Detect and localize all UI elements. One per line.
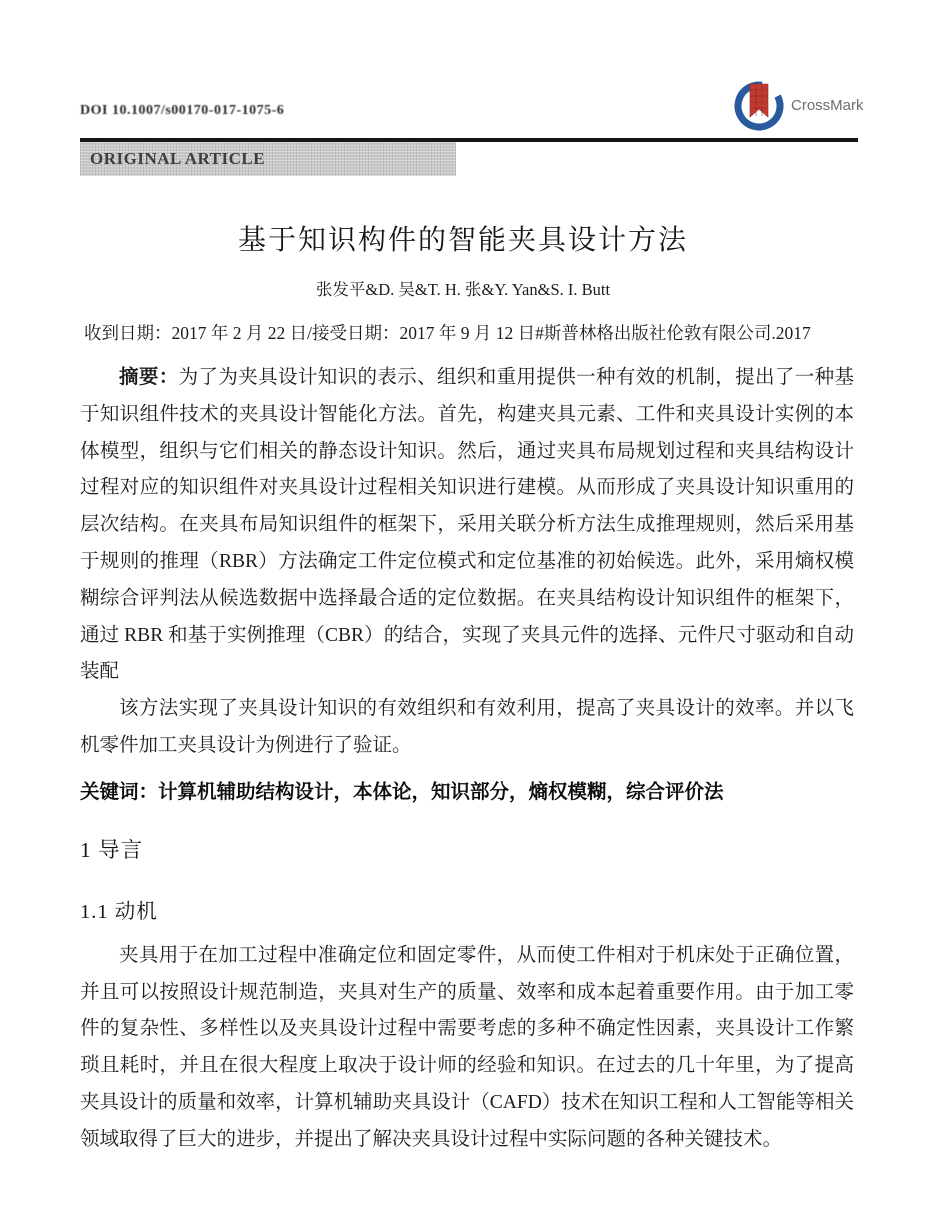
authors-line: 张发平&D. 吴&T. H. 张&Y. Yan&S. I. Butt (315, 280, 611, 299)
crossmark-badge[interactable] (733, 78, 864, 132)
paper-title: 基于知识构件的智能夹具设计方法 (237, 225, 688, 256)
doi-text: DOI 10.1007/s00170-017-1075-6 (80, 103, 285, 118)
section-heading-introduction: 1 导言 (80, 837, 144, 862)
abstract-paragraph-1 (80, 360, 854, 691)
subsection-heading-motivation: 1.1 动机 (80, 900, 158, 923)
article-type-bar (80, 142, 456, 176)
keywords-line (80, 775, 854, 809)
keywords-label: 关键词： (80, 780, 159, 803)
article-type-label: ORIGINAL ARTICLE (90, 149, 266, 168)
abstract-text-1: 为了为夹具设计知识的表示、组织和重用提供一种有效的机制，提出了一种基于知识组件技术的夹具设计智能化方法。首先，构建夹具元素、工件和夹具设计实例的本体模型，组织与它们相关的静态设计知识。然后，通过夹具布局规划过程和夹具结构设计过程对应的知识组件对夹具设计过程相关知识进行建模。从而形成了夹具设计知识重用的层次结构。在夹具布局知识组件的框架下，采用关联分析方法生成推理规则，然后采用基于规则的推理（RBR）方法确定工件定位模式和定位基准的初始候选。此外，采用熵权模糊综合评判法从候选数据中选择最合适的定位数据。在夹具结构设计知识组件的框架下，通过 RBR 和基于实例推理（CBR）的结合，实现了夹具元件的选择、元件尺寸驱动和自动装配 (80, 367, 854, 683)
abstract-label: 摘要： (119, 367, 179, 388)
abstract-paragraph-2: 该方法实现了夹具设计知识的有效组织和有效利用，提高了夹具设计的效率。并以飞机零件加工夹具设计为例进行了验证。 (80, 698, 854, 756)
crossmark-label: CrossMark (791, 96, 864, 114)
crossmark-logo-icon (733, 78, 785, 132)
main-text-column (80, 360, 854, 1159)
received-accepted-line: 收到日期：2017 年 2 月 22 日/接受日期：2017 年 9 月 12 日#斯普林格出版社伦敦有限公司.2017 (84, 323, 811, 343)
intro-paragraph: 夹具用于在加工过程中准确定位和固定零件，从而使工件相对于机床处于正确位置，并且可以按照设计规范制造，夹具对生产的质量、效率和成本起着重要作用。由于加工零件的复杂性、多样性以及夹具设计过程中需要考虑的多种不确定性因素，夹具设计工作繁琐且耗时，并且在很大程度上取决于设计师的经验和知识。在过去的几十年里，为了提高夹具设计的质量和效率，计算机辅助夹具设计（CAFD）技术在知识工程和人工智能等相关领域取得了巨大的进步，并提出了解决夹具设计过程中实际问题的各种关键技术。 (80, 944, 854, 1150)
keywords-text: 计算机辅助结构设计，本体论，知识部分，熵权模糊，综合评价法 (158, 780, 724, 803)
